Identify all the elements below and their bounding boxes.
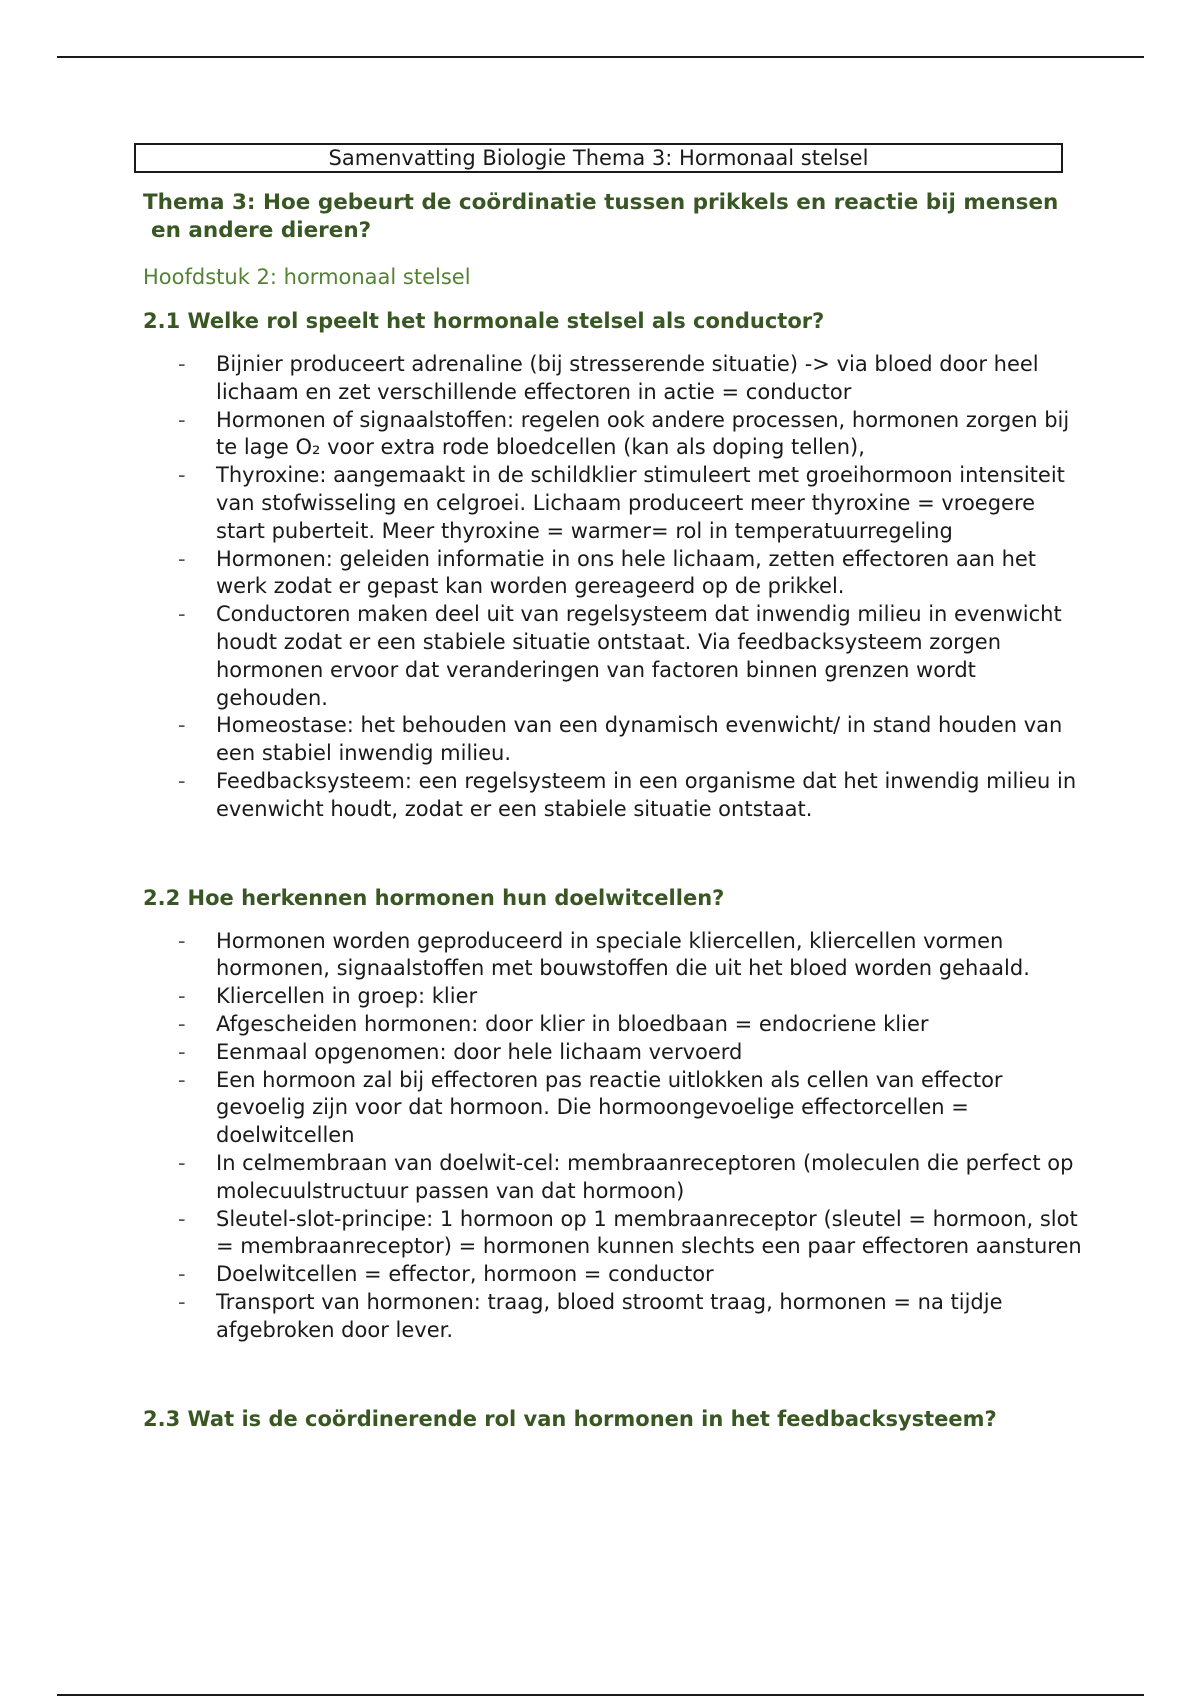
list-item [178, 351, 1083, 407]
list-item [178, 1039, 1083, 1067]
list-item-text: Thyroxine: aangemaakt in de schildklier stimuleert met groeihormoon intensiteit van stofwisseling en celgroei. Lichaam produceert meer thyroxine = vroegere start puberteit. Meer thyroxine = warmer= rol in temperatuurregeling [216, 463, 1065, 543]
bullet-dash: - [178, 1150, 186, 1175]
bullet-dash: - [178, 1067, 186, 1092]
bullet-dash: - [178, 1011, 186, 1036]
bullet-dash: - [178, 1039, 186, 1064]
list-item-text: In celmembraan van doelwit-cel: membraanreceptoren (moleculen die perfect op molecuulstructuur passen van dat hormoon) [216, 1150, 1074, 1203]
list-item [178, 1206, 1083, 1262]
list-item [178, 1261, 1083, 1289]
bullet-dash: - [178, 546, 186, 571]
section-heading-2-1: 2.1 Welke rol speelt het hormonale stelsel als conductor? [143, 309, 825, 333]
list-item [178, 407, 1083, 463]
list-item [178, 768, 1083, 824]
bullet-dash: - [178, 352, 186, 376]
document-body [143, 189, 1083, 1433]
list-item-text: Hormonen worden geproduceerd in speciale kliercellen, kliercellen vormen hormonen, signaalstoffen met bouwstoffen die uit het bloed worden gehaald. [216, 928, 1030, 981]
list-item-text: Bijnier produceert adrenaline (bij stresserende situatie) -> via bloed door heel lichaam en zet verschillende effectoren in actie = conductor [216, 352, 1039, 404]
list-item [178, 462, 1083, 545]
bullet-list-2-2 [143, 928, 1083, 1345]
list-item [178, 1067, 1083, 1150]
bullet-dash: - [178, 768, 186, 793]
chapter-heading: Hoofdstuk 2: hormonaal stelsel [143, 265, 471, 289]
bullet-dash: - [178, 984, 186, 1009]
list-item-text: Transport van hormonen: traag, bloed stroomt traag, hormonen = na tijdje afgebroken door lever. [216, 1289, 1003, 1342]
bullet-dash: - [178, 407, 186, 432]
list-item [178, 1150, 1083, 1206]
list-item [178, 1011, 1083, 1039]
list-item-text: Eenmaal opgenomen: door hele lichaam vervoerd [216, 1039, 743, 1064]
list-item-text: Homeostase: het behouden van een dynamisch evenwicht/ in stand houden van een stabiel inwendig milieu. [216, 713, 1063, 766]
bullet-list-2-1 [143, 351, 1083, 824]
list-item-text: Sleutel-slot-principe: 1 hormoon op 1 membraanreceptor (sleutel = hormoon, slot = membraanreceptor) = hormonen kunnen slechts een paar effectoren aansturen [216, 1206, 1082, 1259]
list-item-text: Hormonen: geleiden informatie in ons hele lichaam, zetten effectoren aan het werk zodat er gepast kan worden gereageerd op de prikkel. [216, 546, 1037, 599]
list-item-text: Een hormoon zal bij effectoren pas reactie uitlokken als cellen van effector gevoelig zijn voor dat hormoon. Die hormoongevoelige effectorcellen = doelwitcellen [216, 1067, 1003, 1148]
bullet-dash: - [178, 602, 186, 627]
section-heading-2-2: 2.2 Hoe herkennen hormonen hun doelwitcellen? [143, 885, 725, 910]
list-item-text: Afgescheiden hormonen: door klier in bloedbaan = endocriene klier [216, 1011, 929, 1036]
document-title: Samenvatting Biologie Thema 3: Hormonaal stelsel [134, 143, 1063, 173]
list-item [178, 546, 1083, 602]
list-item [178, 1289, 1083, 1345]
bullet-dash: - [178, 713, 186, 738]
header-rule [57, 56, 1144, 58]
bullet-dash: - [178, 1206, 186, 1231]
bullet-dash: - [178, 1262, 186, 1287]
list-item [178, 983, 1083, 1011]
list-item [178, 601, 1083, 712]
list-item-text: Hormonen of signaalstoffen: regelen ook andere processen, hormonen zorgen bij te lage O₂ voor extra rode bloedcellen (kan als doping tellen), [216, 407, 1070, 460]
footer-rule [57, 1694, 1144, 1696]
list-item-text: Kliercellen in groep: klier [216, 984, 478, 1009]
list-item-text: Conductoren maken deel uit van regelsysteem dat inwendig milieu in evenwicht houdt zodat er een stabiele situatie ontstaat. Via feedbacksysteem zorgen hormonen ervoor dat veranderingen van factoren binnen grenzen wordt gehouden. [216, 602, 1062, 710]
list-item-text: Feedbacksysteem: een regelsysteem in een organisme dat het inwendig milieu in evenwicht houdt, zodat er een stabiele situatie ontstaat. [216, 768, 1077, 821]
bullet-dash: - [178, 463, 186, 488]
section-heading-2-3: 2.3 Wat is de coördinerende rol van hormonen in het feedbacksysteem? [143, 1406, 997, 1431]
list-item-text: Doelwitcellen = effector, hormoon = conductor [216, 1262, 714, 1287]
bullet-dash: - [178, 928, 186, 953]
list-item [178, 712, 1083, 768]
list-item [178, 928, 1083, 984]
bullet-dash: - [178, 1289, 186, 1314]
thema-heading: Thema 3: Hoe gebeurt de coördinatie tussen prikkels en reactie bij mensen en andere dieren? [143, 190, 1059, 243]
